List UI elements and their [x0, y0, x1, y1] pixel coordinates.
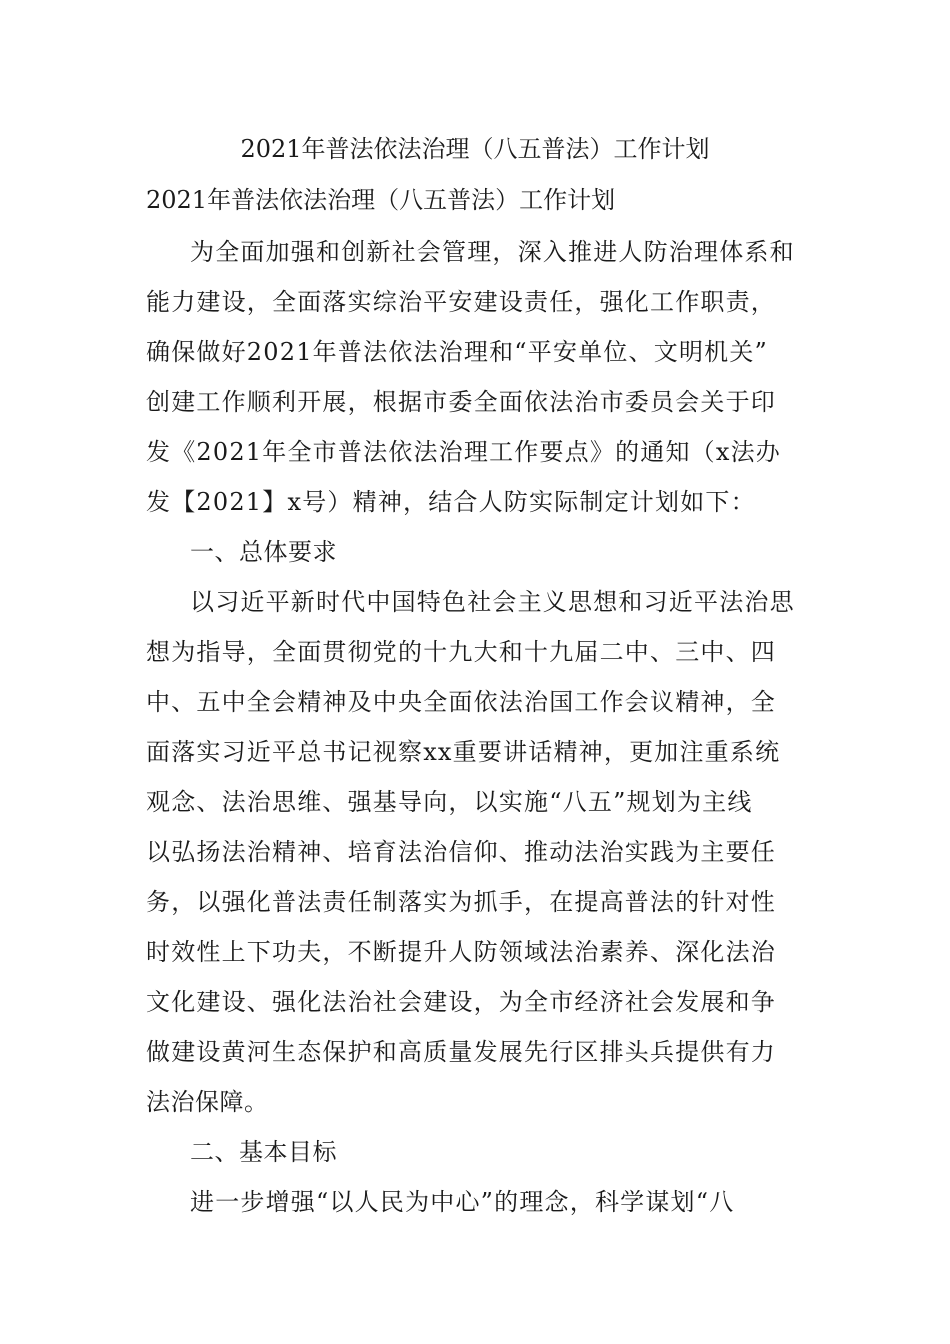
text-line: 能力建设，全面落实综治平安建设责任，强化工作职责，	[146, 288, 776, 316]
text-line: 观念、法治思维、强基导向，以实施“八五”规划为主线	[146, 788, 753, 816]
text-line: 创建工作顺利开展，根据市委全面依法治市委员会关于印	[146, 388, 776, 416]
text-line: 二、基本目标	[190, 1138, 337, 1166]
text-line: 面落实习近平总书记视察xx重要讲话精神，更加注重系统	[146, 738, 781, 766]
text-line: 文化建设、强化法治社会建设，为全市经济社会发展和争	[146, 988, 776, 1016]
text-line: 为全面加强和创新社会管理，深入推进人防治理体系和	[190, 238, 795, 266]
text-line: 时效性上下功夫，不断提升人防领域法治素养、深化法治	[146, 938, 776, 966]
text-line: 以习近平新时代中国特色社会主义思想和习近平法治思	[190, 588, 795, 616]
text-line: 以弘扬法治精神、培育法治信仰、推动法治实践为主要任	[146, 838, 776, 866]
document-body	[146, 227, 810, 1227]
text-line: 确保做好2021年普法依法治理和“平安单位、文明机关”	[146, 338, 769, 366]
document-title-centered: 2021年普法依法治理（八五普法）工作计划	[240, 135, 710, 163]
text-line: 一、总体要求	[190, 538, 337, 566]
text-line: 发《2021年全市普法依法治理工作要点》的通知（x法办	[146, 438, 782, 466]
text-line: 务，以强化普法责任制落实为抓手，在提高普法的针对性	[146, 888, 776, 916]
text-line: 做建设黄河生态保护和高质量发展先行区排头兵提供有力	[146, 1038, 776, 1066]
text-line: 中、五中全会精神及中央全面依法治国工作会议精神，全	[146, 688, 776, 716]
document-title-left: 2021年普法依法治理（八五普法）工作计划	[146, 186, 616, 214]
text-line: 发【2021】x号）精神，结合人防实际制定计划如下：	[146, 488, 756, 516]
text-line: 想为指导，全面贯彻党的十九大和十九届二中、三中、四	[146, 638, 776, 666]
text-line: 进一步增强“以人民为中心”的理念，科学谋划“八	[190, 1188, 735, 1216]
text-line: 法治保障。	[146, 1088, 269, 1116]
